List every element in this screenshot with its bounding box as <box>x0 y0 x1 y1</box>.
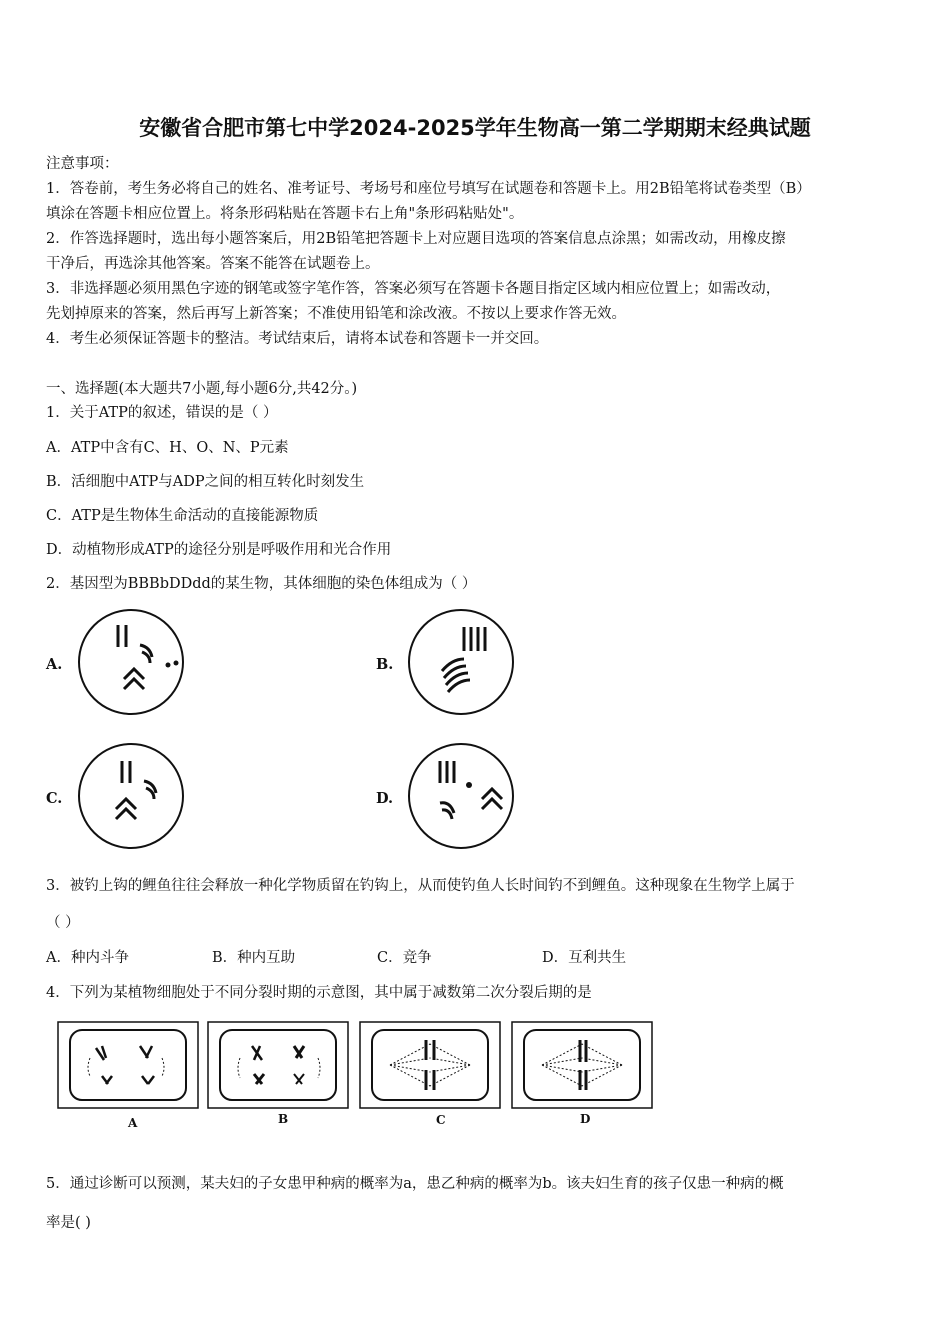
cell-label-b: B <box>278 1112 289 1126</box>
notes-line: 先划掉原来的答案，然后再写上新答案；不准使用铅笔和涂改液。不按以上要求作答无效。 <box>46 306 626 322</box>
question-1-option-c: C．ATP是生物体生命活动的直接能源物质 <box>46 508 319 524</box>
question-3-stem: 3．被钓上钩的鲤鱼往往会释放一种化学物质留在钓钩上，从而使钓鱼人长时间钓不到鲤鱼。这种现象在生物学上属于 <box>46 878 795 894</box>
section-heading: 一、选择题(本大题共7小题,每小题6分,共42分。) <box>46 381 358 397</box>
notes-line: 填涂在答题卡相应位置上。将条形码粘贴在答题卡右上角"条形码粘贴处"。 <box>46 206 524 222</box>
notes-line: 1．答卷前，考生务必将自己的姓名、准考证号、考场号和座位号填写在试题卷和答题卡上。用2B铅笔将试卷类型（B） <box>46 181 811 197</box>
chromosome-diagram-b <box>406 607 516 717</box>
cell-diagram-a <box>58 1022 198 1108</box>
cell-label-c: C <box>436 1113 446 1127</box>
question-4-stem: 4．下列为某植物细胞处于不同分裂时期的示意图，其中属于减数第二次分裂后期的是 <box>46 985 592 1001</box>
cell-diagram-c <box>360 1022 500 1108</box>
question-3-option-c: C．竞争 <box>377 950 432 966</box>
cell-diagram-b <box>208 1022 348 1108</box>
question-1-option-a: A．ATP中含有C、H、O、N、P元素 <box>46 440 289 456</box>
question-5-cont: 率是( ) <box>46 1215 91 1231</box>
cell-diagram-d <box>512 1022 652 1108</box>
notes-line: 2．作答选择题时，选出每小题答案后，用2B铅笔把答题卡上对应题目选项的答案信息点涂黑；如需改动，用橡皮擦 <box>46 231 786 247</box>
question-1-option-b: B．活细胞中ATP与ADP之间的相互转化时刻发生 <box>46 474 365 490</box>
notes-heading: 注意事项： <box>46 156 119 172</box>
question-5-stem: 5．通过诊断可以预测，某夫妇的子女患甲种病的概率为a，患乙种病的概率为b。该夫妇生育的孩子仅患一种病的概 <box>46 1176 784 1192</box>
question-2-label-d: D. <box>376 790 394 807</box>
question-2-label-b: B. <box>376 656 394 673</box>
chromosome-diagram-a <box>76 607 186 717</box>
chromosome-diagram-c <box>76 741 186 851</box>
notes-line: 3．非选择题必须用黑色字迹的钢笔或签字笔作答，答案必须写在答题卡各题目指定区域内相应位置上；如需改动， <box>46 281 781 297</box>
question-3-option-a: A．种内斗争 <box>46 950 129 966</box>
question-2-label-c: C. <box>46 790 63 807</box>
cell-label-a: A <box>128 1116 138 1130</box>
question-1-option-d: D．动植物形成ATP的途径分别是呼吸作用和光合作用 <box>46 542 392 558</box>
question-2-label-a: A. <box>46 656 63 673</box>
question-3-option-b: B．种内互助 <box>212 950 296 966</box>
page-title: 安徽省合肥市第七中学2024-2025学年生物高一第二学期期末经典试题 <box>139 116 811 140</box>
question-1-stem: 1．关于ATP的叙述，错误的是（ ） <box>46 405 278 421</box>
cell-label-d: D <box>580 1112 591 1126</box>
question-3-option-d: D．互利共生 <box>542 950 627 966</box>
notes-line: 4．考生必须保证答题卡的整洁。考试结束后，请将本试卷和答题卡一并交回。 <box>46 331 549 347</box>
notes-line: 干净后，再选涂其他答案。答案不能答在试题卷上。 <box>46 256 380 272</box>
question-2-stem: 2．基因型为BBBbDDdd的某生物，其体细胞的染色体组成为（ ） <box>46 576 477 592</box>
chromosome-diagram-d <box>406 741 516 851</box>
cell-division-diagrams <box>56 1018 656 1114</box>
question-3-paren: （ ） <box>46 915 80 931</box>
